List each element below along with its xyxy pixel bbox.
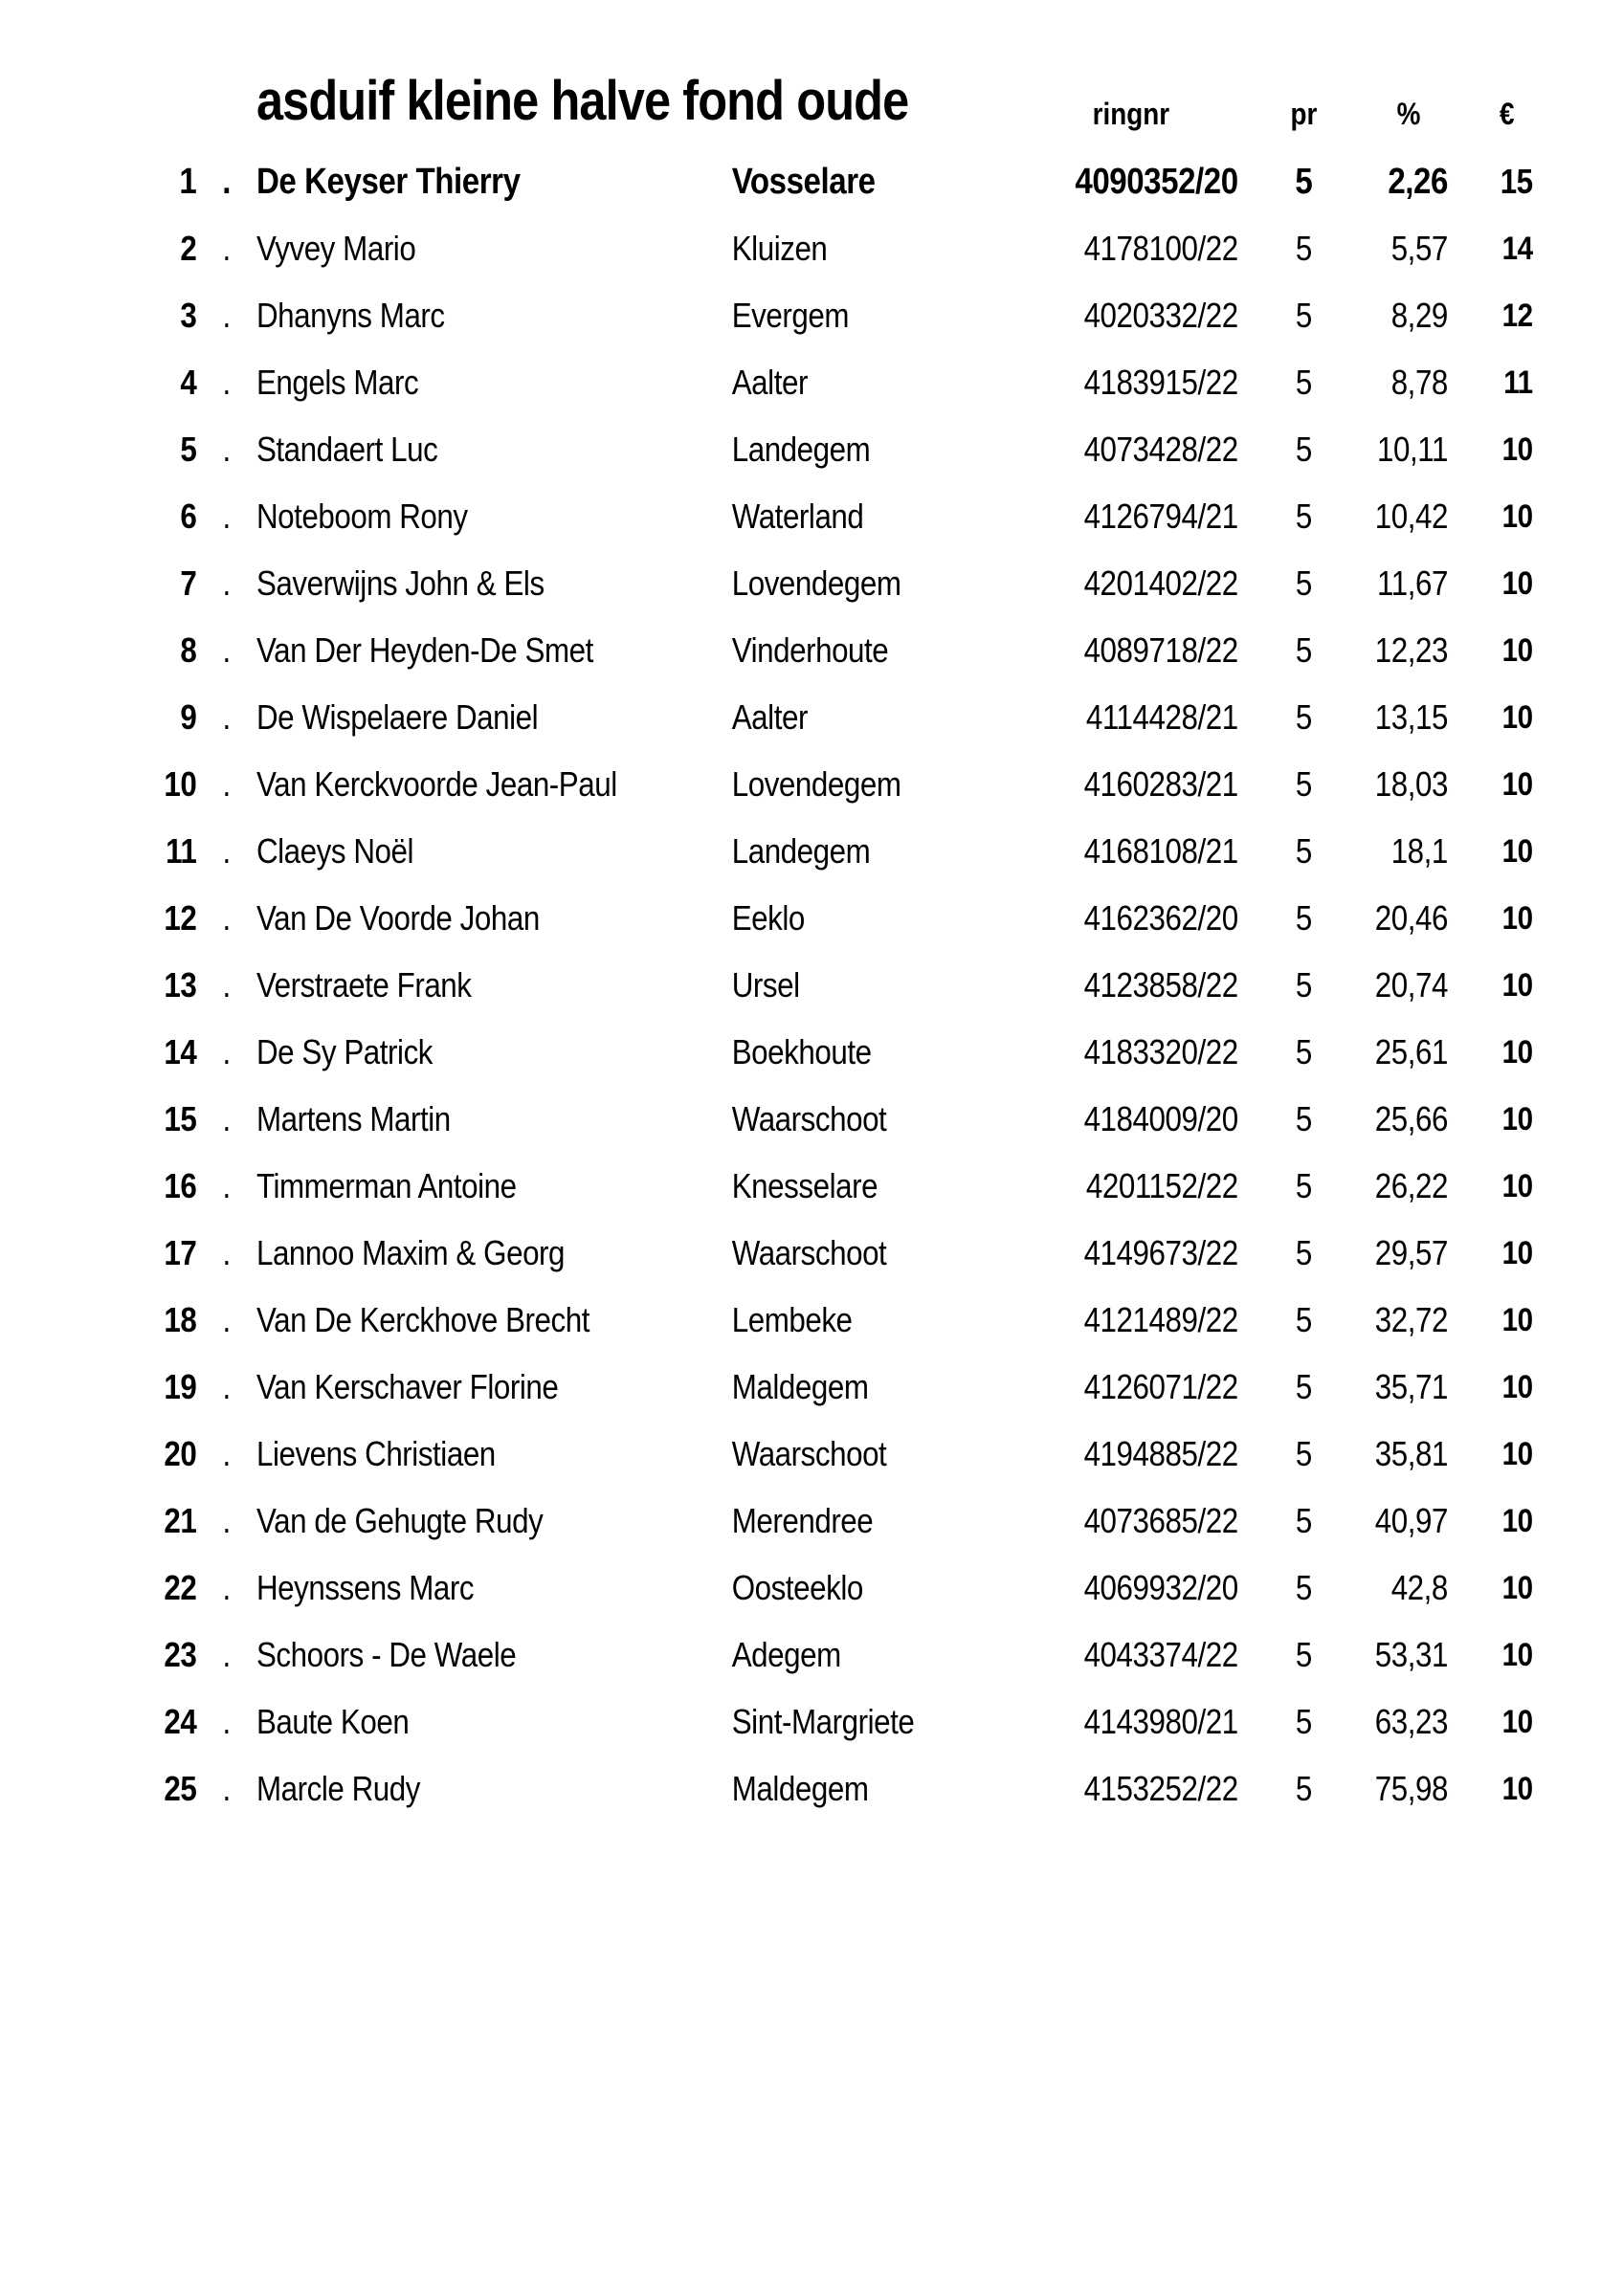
ringnr-cell: 4160283/21 (1083, 764, 1238, 804)
table-row (0, 550, 1533, 617)
ringnr-cell: 4073428/22 (1083, 430, 1238, 469)
pr-cell: 5 (1295, 697, 1312, 737)
percent-cell: 8,29 (1390, 296, 1448, 335)
city-cell: Landegem (731, 430, 871, 469)
table-row (0, 215, 1533, 282)
pr-cell: 5 (1295, 630, 1312, 670)
city-cell: Kluizen (731, 229, 828, 268)
rank-cell: 25 (164, 1769, 197, 1808)
name-cell: Van De Voorde Johan (256, 898, 540, 938)
dot-cell: . (222, 497, 231, 536)
rank-cell: 5 (180, 430, 197, 469)
column-header-percent: % (1396, 97, 1421, 131)
name-cell: Van Kerschaver Florine (256, 1367, 559, 1406)
pr-cell: 5 (1295, 764, 1312, 804)
name-cell: Noteboom Rony (256, 497, 468, 536)
euro-cell: 10 (1501, 1570, 1533, 1606)
dot-cell: . (222, 1568, 231, 1607)
rank-cell: 22 (164, 1568, 197, 1607)
dot-cell: . (222, 1166, 231, 1205)
rank-cell: 15 (164, 1099, 197, 1138)
pr-cell: 5 (1295, 162, 1313, 202)
page-title: asduif kleine halve fond oude (256, 70, 909, 132)
euro-cell: 10 (1501, 1436, 1533, 1472)
euro-cell: 10 (1501, 1235, 1533, 1271)
dot-cell: . (222, 162, 232, 202)
pr-cell: 5 (1295, 1233, 1312, 1272)
euro-cell: 10 (1501, 431, 1533, 468)
name-cell: Schoors - De Waele (256, 1635, 517, 1674)
pr-cell: 5 (1295, 563, 1312, 603)
percent-cell: 63,23 (1374, 1702, 1448, 1741)
pr-cell: 5 (1295, 1300, 1312, 1339)
column-header-euro: € (1499, 97, 1515, 131)
city-cell: Sint-Margriete (731, 1702, 915, 1741)
results-table (0, 148, 1533, 1822)
rank-cell: 17 (164, 1233, 197, 1272)
city-cell: Vinderhoute (731, 630, 889, 670)
rank-cell: 4 (180, 363, 197, 402)
rank-cell: 10 (164, 764, 197, 804)
percent-cell: 25,61 (1374, 1032, 1448, 1071)
pr-cell: 5 (1295, 363, 1312, 402)
table-row (0, 617, 1533, 684)
name-cell: De Wispelaere Daniel (256, 697, 539, 737)
dot-cell: . (222, 965, 231, 1004)
ringnr-cell: 4020332/22 (1083, 296, 1238, 335)
euro-cell: 10 (1501, 1369, 1533, 1405)
rank-cell: 11 (166, 831, 197, 871)
pr-cell: 5 (1295, 1501, 1312, 1540)
ringnr-cell: 4090352/20 (1075, 162, 1238, 202)
euro-cell: 10 (1501, 1503, 1533, 1539)
city-cell: Waarschoot (731, 1434, 887, 1473)
ringnr-cell: 4126071/22 (1083, 1367, 1238, 1406)
city-cell: Aalter (731, 697, 808, 737)
percent-cell: 12,23 (1374, 630, 1448, 670)
dot-cell: . (222, 1434, 231, 1473)
rank-cell: 12 (164, 898, 197, 938)
rank-cell: 1 (179, 162, 197, 202)
name-cell: Martens Martin (256, 1099, 451, 1138)
column-header-ringnr: ringnr (1092, 97, 1170, 131)
ringnr-cell: 4073685/22 (1083, 1501, 1238, 1540)
name-cell: Van De Kerckhove Brecht (256, 1300, 590, 1339)
name-cell: Van de Gehugte Rudy (256, 1501, 544, 1540)
table-row (0, 818, 1533, 885)
city-cell: Lovendegem (731, 563, 901, 603)
table-row (0, 751, 1533, 818)
euro-cell: 10 (1501, 565, 1533, 602)
column-header-pr: pr (1290, 97, 1318, 131)
table-row (0, 952, 1533, 1019)
ringnr-cell: 4149673/22 (1083, 1233, 1238, 1272)
dot-cell: . (222, 563, 231, 603)
dot-cell: . (222, 898, 231, 938)
table-row (0, 148, 1533, 215)
name-cell: Verstraete Frank (256, 965, 472, 1004)
ringnr-cell: 4114428/21 (1085, 697, 1238, 737)
pr-cell: 5 (1295, 1568, 1312, 1607)
pr-cell: 5 (1295, 1635, 1312, 1674)
percent-cell: 18,1 (1390, 831, 1448, 871)
dot-cell: . (222, 1099, 231, 1138)
dot-cell: . (222, 697, 231, 737)
euro-cell: 10 (1501, 632, 1533, 669)
percent-cell: 35,81 (1374, 1434, 1448, 1473)
euro-cell: 10 (1501, 1168, 1533, 1204)
euro-cell: 10 (1501, 1302, 1533, 1338)
percent-cell: 42,8 (1390, 1568, 1448, 1607)
table-row (0, 349, 1533, 416)
dot-cell: . (222, 229, 231, 268)
dot-cell: . (222, 430, 231, 469)
euro-cell: 15 (1500, 162, 1533, 201)
name-cell: Standaert Luc (256, 430, 438, 469)
table-row (0, 1287, 1533, 1354)
dot-cell: . (222, 1501, 231, 1540)
percent-cell: 40,97 (1374, 1501, 1448, 1540)
percent-cell: 13,15 (1374, 697, 1448, 737)
pr-cell: 5 (1295, 898, 1312, 938)
name-cell: Lannoo Maxim & Georg (256, 1233, 566, 1272)
table-row (0, 1421, 1533, 1488)
rank-cell: 3 (180, 296, 197, 335)
euro-cell: 14 (1501, 231, 1533, 267)
table-row (0, 282, 1533, 349)
name-cell: Timmerman Antoine (256, 1166, 517, 1205)
ringnr-cell: 4178100/22 (1083, 229, 1238, 268)
rank-cell: 21 (164, 1501, 197, 1540)
percent-cell: 20,74 (1374, 965, 1448, 1004)
percent-cell: 8,78 (1390, 363, 1448, 402)
pr-cell: 5 (1295, 965, 1312, 1004)
rank-cell: 6 (180, 497, 197, 536)
rank-cell: 20 (164, 1434, 197, 1473)
city-cell: Lovendegem (731, 764, 901, 804)
ringnr-cell: 4194885/22 (1083, 1434, 1238, 1473)
name-cell: De Keyser Thierry (256, 162, 521, 202)
name-cell: Van Der Heyden-De Smet (256, 630, 593, 670)
rank-cell: 7 (180, 563, 197, 603)
euro-cell: 12 (1501, 298, 1533, 334)
pr-cell: 5 (1295, 1367, 1312, 1406)
name-cell: Claeys Noël (256, 831, 414, 871)
table-row (0, 684, 1533, 751)
table-row (0, 1622, 1533, 1689)
rank-cell: 23 (164, 1635, 197, 1674)
pr-cell: 5 (1295, 1434, 1312, 1473)
name-cell: Heynssens Marc (256, 1568, 475, 1607)
pr-cell: 5 (1295, 831, 1312, 871)
city-cell: Evergem (731, 296, 850, 335)
ringnr-cell: 4126794/21 (1083, 497, 1238, 536)
table-row (0, 483, 1533, 550)
percent-cell: 75,98 (1374, 1769, 1448, 1808)
dot-cell: . (222, 1032, 231, 1071)
rank-cell: 18 (164, 1300, 197, 1339)
percent-cell: 11,67 (1377, 563, 1448, 603)
city-cell: Waterland (731, 497, 864, 536)
name-cell: Van Kerckvoorde Jean-Paul (256, 764, 617, 804)
dot-cell: . (222, 831, 231, 871)
city-cell: Adegem (731, 1635, 841, 1674)
pr-cell: 5 (1295, 1702, 1312, 1741)
dot-cell: . (222, 764, 231, 804)
city-cell: Ursel (731, 965, 800, 1004)
city-cell: Maldegem (731, 1367, 869, 1406)
euro-cell: 10 (1501, 1101, 1533, 1137)
table-row (0, 885, 1533, 952)
ringnr-cell: 4143980/21 (1083, 1702, 1238, 1741)
dot-cell: . (222, 1233, 231, 1272)
pr-cell: 5 (1295, 1032, 1312, 1071)
table-row (0, 1488, 1533, 1555)
ringnr-cell: 4184009/20 (1083, 1099, 1238, 1138)
percent-cell: 2,26 (1388, 162, 1448, 202)
table-row (0, 416, 1533, 483)
ringnr-cell: 4162362/20 (1083, 898, 1238, 938)
name-cell: Lievens Christiaen (256, 1434, 496, 1473)
percent-cell: 53,31 (1374, 1635, 1448, 1674)
table-row (0, 1555, 1533, 1622)
pr-cell: 5 (1295, 296, 1312, 335)
percent-cell: 35,71 (1374, 1367, 1448, 1406)
table-row (0, 1354, 1533, 1421)
dot-cell: . (222, 1769, 231, 1808)
rank-cell: 13 (164, 965, 197, 1004)
table-row (0, 1689, 1533, 1755)
euro-cell: 10 (1501, 1034, 1533, 1071)
table-row (0, 1086, 1533, 1153)
euro-cell: 10 (1501, 833, 1533, 870)
percent-cell: 25,66 (1374, 1099, 1448, 1138)
ringnr-cell: 4153252/22 (1083, 1769, 1238, 1808)
euro-cell: 10 (1501, 967, 1533, 1004)
ringnr-cell: 4168108/21 (1083, 831, 1238, 871)
dot-cell: . (222, 630, 231, 670)
pr-cell: 5 (1295, 1099, 1312, 1138)
header-row (0, 29, 1533, 132)
ringnr-cell: 4069932/20 (1083, 1568, 1238, 1607)
euro-cell: 10 (1501, 498, 1533, 535)
euro-cell: 10 (1501, 766, 1533, 803)
ringnr-cell: 4201152/22 (1085, 1166, 1238, 1205)
percent-cell: 18,03 (1374, 764, 1448, 804)
city-cell: Oosteeklo (731, 1568, 863, 1607)
dot-cell: . (222, 1635, 231, 1674)
euro-cell: 10 (1501, 1771, 1533, 1807)
rank-cell: 8 (180, 630, 197, 670)
percent-cell: 10,42 (1374, 497, 1448, 536)
city-cell: Knesselare (731, 1166, 878, 1205)
table-row (0, 1153, 1533, 1220)
ringnr-cell: 4183320/22 (1083, 1032, 1238, 1071)
pr-cell: 5 (1295, 430, 1312, 469)
pr-cell: 5 (1295, 497, 1312, 536)
euro-cell: 10 (1501, 900, 1533, 937)
ringnr-cell: 4123858/22 (1083, 965, 1238, 1004)
euro-cell: 11 (1503, 364, 1533, 401)
rank-cell: 14 (164, 1032, 197, 1071)
percent-cell: 5,57 (1390, 229, 1448, 268)
percent-cell: 26,22 (1374, 1166, 1448, 1205)
city-cell: Waarschoot (731, 1099, 887, 1138)
dot-cell: . (222, 363, 231, 402)
ringnr-cell: 4089718/22 (1083, 630, 1238, 670)
ringnr-cell: 4183915/22 (1083, 363, 1238, 402)
name-cell: Engels Marc (256, 363, 419, 402)
name-cell: Baute Koen (256, 1702, 410, 1741)
rank-cell: 16 (164, 1166, 197, 1205)
name-cell: De Sy Patrick (256, 1032, 434, 1071)
city-cell: Merendree (731, 1501, 874, 1540)
dot-cell: . (222, 1300, 231, 1339)
percent-cell: 29,57 (1374, 1233, 1448, 1272)
euro-cell: 10 (1501, 1704, 1533, 1740)
ringnr-cell: 4043374/22 (1083, 1635, 1238, 1674)
city-cell: Waarschoot (731, 1233, 887, 1272)
table-row (0, 1755, 1533, 1822)
euro-cell: 10 (1501, 699, 1533, 736)
percent-cell: 20,46 (1374, 898, 1448, 938)
ringnr-cell: 4121489/22 (1083, 1300, 1238, 1339)
city-cell: Maldegem (731, 1769, 869, 1808)
name-cell: Marcle Rudy (256, 1769, 420, 1808)
city-cell: Vosselare (731, 162, 876, 202)
city-cell: Eeklo (731, 898, 805, 938)
pr-cell: 5 (1295, 229, 1312, 268)
ringnr-cell: 4201402/22 (1083, 563, 1238, 603)
rank-cell: 24 (164, 1702, 197, 1741)
rank-cell: 19 (164, 1367, 197, 1406)
table-row (0, 1019, 1533, 1086)
city-cell: Lembeke (731, 1300, 853, 1339)
city-cell: Aalter (731, 363, 808, 402)
euro-cell: 10 (1501, 1637, 1533, 1673)
name-cell: Vyvey Mario (256, 229, 416, 268)
percent-cell: 32,72 (1374, 1300, 1448, 1339)
city-cell: Boekhoute (731, 1032, 872, 1071)
name-cell: Dhanyns Marc (256, 296, 445, 335)
table-row (0, 1220, 1533, 1287)
name-cell: Saverwijns John & Els (256, 563, 545, 603)
dot-cell: . (222, 296, 231, 335)
dot-cell: . (222, 1367, 231, 1406)
dot-cell: . (222, 1702, 231, 1741)
city-cell: Landegem (731, 831, 871, 871)
rank-cell: 2 (180, 229, 197, 268)
percent-cell: 10,11 (1377, 430, 1448, 469)
pr-cell: 5 (1295, 1769, 1312, 1808)
pr-cell: 5 (1295, 1166, 1312, 1205)
rank-cell: 9 (180, 697, 197, 737)
